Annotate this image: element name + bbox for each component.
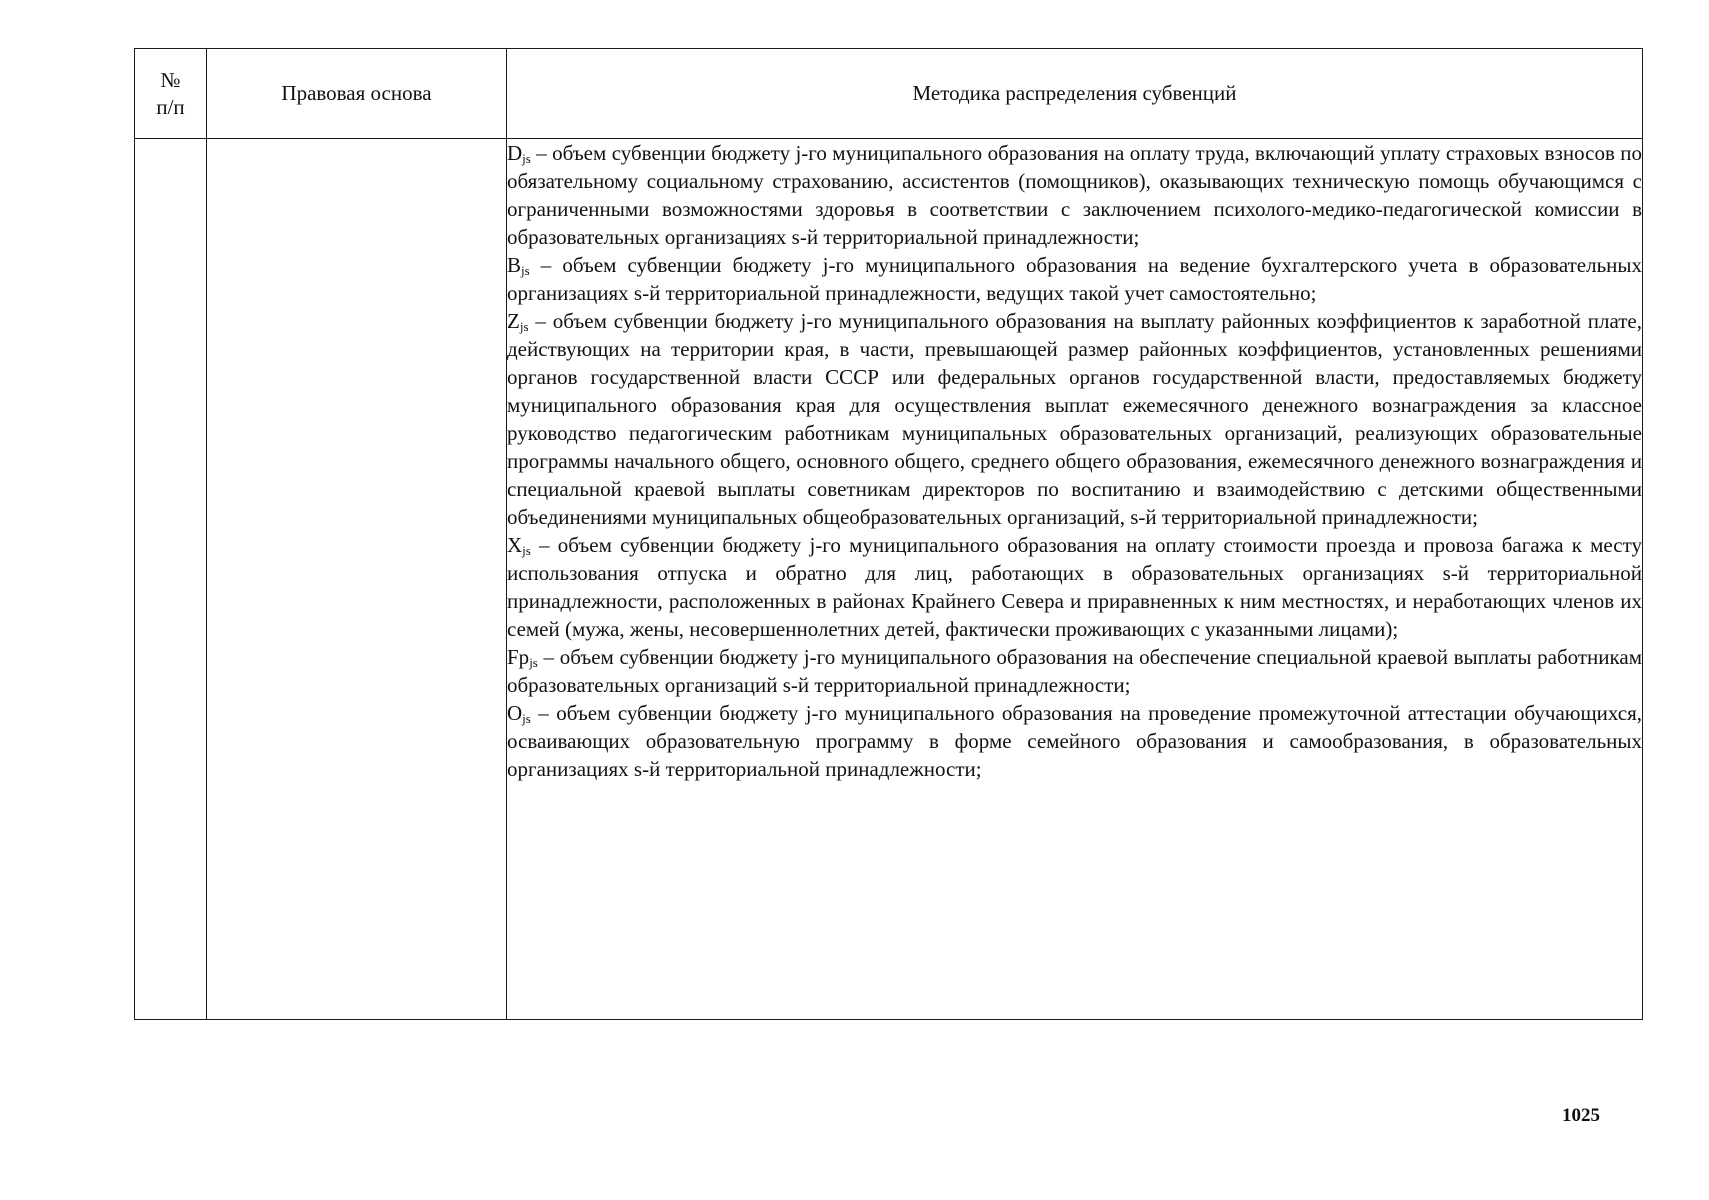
table-header-row: [135, 49, 1643, 139]
header-legal-basis: Правовая основа: [207, 49, 507, 139]
header-number-line2: п/п: [156, 94, 185, 119]
definition-text: – объем субвенции бюджету j-го муниципального образования на оплату стоимости проезда и провоза багажа к месту использования отпуска и обратно для лиц, работающих в образовательных организациях s-й территориальной принадлежности, расположенных в районах Крайнего Севера и приравненных к ним местностях, и неработающих членов их семей (мужа, жены, несовершеннолетних детей, фактически проживающих с указанными лицами);: [507, 533, 1642, 641]
legal-basis-cell: [207, 139, 507, 1020]
definition-paragraph: [507, 699, 1642, 783]
definition-text: – объем субвенции бюджету j-го муниципального образования на оплату труда, включающий уплату страховых взносов по обязательному социальному страхованию, ассистентов (помощников), оказывающих техническую помощь обучающимся с ограниченными возможностями здоровья в соответствии с заключением психолого-медико-педагогической комиссии в образовательных организациях s-й территориальной принадлежности;: [507, 141, 1642, 249]
number-cell: [135, 139, 207, 1020]
definition-text: – объем субвенции бюджету j-го муниципального образования на проведение промежуточной аттестации обучающихся, осваивающих образовательную программу в форме семейного образования и самообразования, в образовательных организациях s-й территориальной принадлежности;: [507, 701, 1642, 781]
definition-paragraph: [507, 307, 1642, 531]
table-body-row: [135, 139, 1643, 1020]
methodology-cell: [507, 139, 1643, 1020]
definition-symbol: $D_{js}$: [507, 141, 531, 166]
header-methodology: Методика распределения субвенций: [507, 49, 1643, 139]
header-number-line1: №: [160, 67, 181, 92]
definition-paragraph: [507, 139, 1642, 251]
header-number: [135, 49, 207, 139]
definition-symbol: $B_{js}$: [507, 253, 530, 278]
definition-paragraph: [507, 531, 1642, 643]
definition-text: – объем субвенции бюджету j-го муниципального образования на выплату районных коэффициентов к заработной плате, действующих на территории края, в части, превышающей размер районных коэффициентов, установленных решениями органов государственной власти СССР или федеральных органов государственной власти, предоставляемых бюджету муниципального образования края для осуществления выплат ежемесячного денежного вознаграждения за классное руководство педагогическим работникам муниципальных образовательных организаций, реализующих образовательные программы начального общего, основного общего, среднего общего образования, ежемесячного денежного вознаграждения и специальной краевой выплаты советникам директоров по воспитанию и взаимодействию с детскими общественными объединениями муниципальных общеобразовательных организаций, s-й территориальной принадлежности;: [507, 309, 1642, 529]
definition-symbol: $Z_{js}$: [507, 309, 529, 334]
definition-paragraph: [507, 251, 1642, 307]
definition-paragraph: [507, 643, 1642, 699]
page-number: 1025: [1562, 1105, 1600, 1126]
definition-symbol: $X_{js}$: [507, 533, 531, 558]
subvention-table: [134, 48, 1643, 1020]
definition-text: – объем субвенции бюджету j-го муниципального образования на ведение бухгалтерского учета в образовательных организациях s-й территориальной принадлежности, ведущих такой учет самостоятельно;: [507, 253, 1642, 305]
definition-text: – объем субвенции бюджету j-го муниципального образования на обеспечение специальной краевой выплаты работникам образовательных организаций s-й территориальной принадлежности;: [507, 645, 1642, 697]
definition-symbol: $O_{js}$: [507, 701, 531, 726]
definition-symbol: $Fp_{js}$: [507, 645, 538, 670]
